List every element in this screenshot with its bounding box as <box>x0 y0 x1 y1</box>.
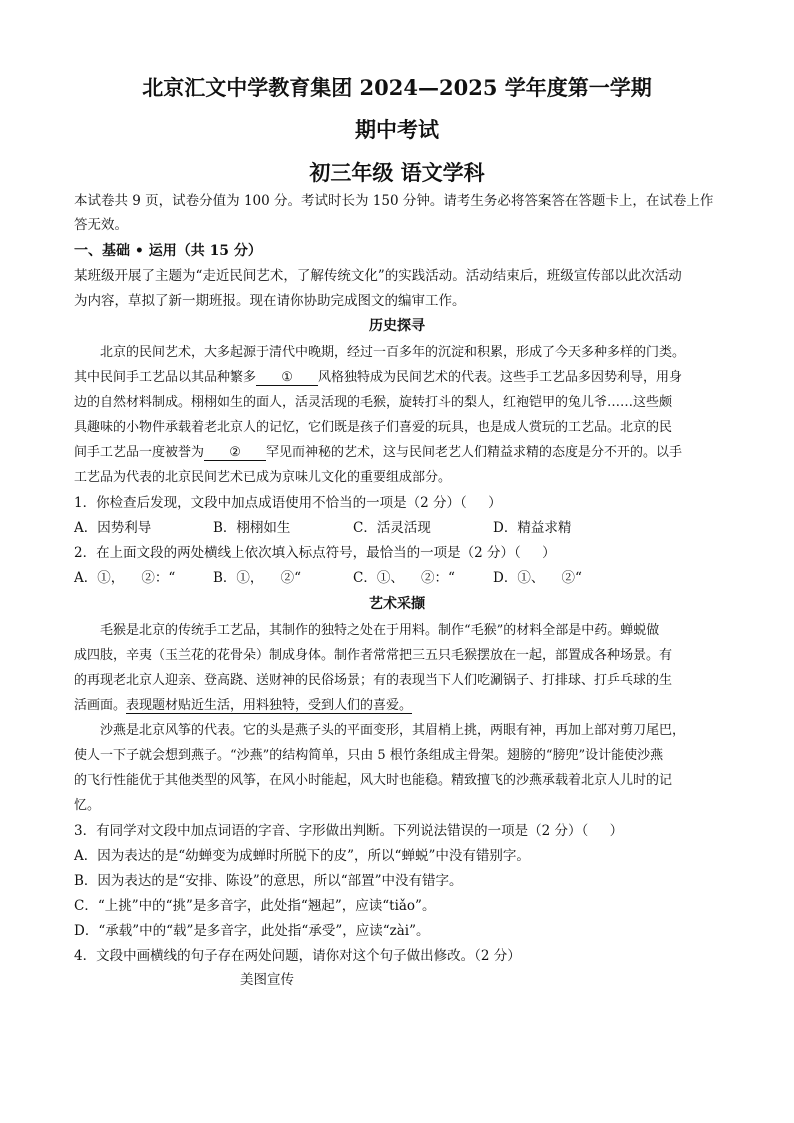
passage-line: 沙燕是北京风筝的代表。它的头是燕子头的平面变形，其眉梢上挑，两眼有神，再加上部对剪刀尾巴， <box>100 723 686 738</box>
instructions-line: 答无效。 <box>74 217 128 233</box>
question-1-option-d: D．精益求精 <box>493 520 572 536</box>
art-title: 艺术采撷 <box>369 596 425 612</box>
passage-text: 风格独特成为民间艺术的代表。这些手工艺品多因势利导，用身 <box>318 370 683 385</box>
question-4-stem: 4．文段中画横线的句子存在两处问题，请你对这个句子做出修改。（2 分） <box>74 948 521 964</box>
exam-grade-subject: 初三年级 语文学科 <box>309 160 485 185</box>
passage-line: 毛猴是北京的传统手工艺品，其制作的独特之处在于用料。制作“毛猴”的材料全部是中药。蝉蜕做 <box>100 623 660 638</box>
question-3-stem: 3．有同学对文段中加点词语的字音、字形做出判断。下列说法错误的一项是（2 分）（ ） <box>74 823 624 839</box>
section-intro: 为内容，草拟了新一期班报。现在请你协助完成图文的编审工作。 <box>74 293 466 309</box>
section-heading: 一、基础 • 运用（共 15 分） <box>74 243 262 259</box>
question-1-option-b: B．栩栩如生 <box>213 520 291 536</box>
passage-line: 具趣味的小物件承载着老北京人的记忆，它们既是孩子们喜爱的玩具，也是成人赏玩的工艺品。北京的民 <box>74 420 673 435</box>
footer-label: 美图宣传 <box>240 972 294 988</box>
passage-line: 的飞行性能优于其他类型的风筝，在风小时能起，风大时也能稳。精致擅飞的沙燕承载着北京人儿时的记 <box>74 773 673 788</box>
passage-line: 成四肢，辛夷（玉兰花的花骨朵）制成身体。制作者常常把三五只毛猴摆放在一起，部置成各种场景。有 <box>74 648 673 663</box>
question-3-option-d: D．“承载”中的“载”是多音字，此处指“承受”，应读“zài”。 <box>74 923 430 939</box>
question-2-option-b: B．①， ②“ <box>213 570 301 586</box>
passage-line: 使人一下子就会想到燕子。“沙燕”的结构简单，只由 5 根竹条组成主骨架。翅膀的“膀兜”设计能使沙燕 <box>74 748 664 763</box>
exam-title: 北京汇文中学教育集团 2024—2025 学年度第一学期 <box>142 75 652 100</box>
blank-2: ② <box>204 446 266 461</box>
question-2-option-a: A．①， ②：“ <box>74 570 176 586</box>
passage-text: 活画面。 <box>74 698 127 713</box>
passage-line: 北京的民间艺术，大多起源于清代中晚期，经过一百多年的沉淀和积累，形成了今天多种多样的门类。 <box>100 345 686 360</box>
question-3-option-a: A．因为表达的是“幼蝉变为成蝉时所脱下的皮”，所以“蝉蜕”中没有错别字。 <box>74 848 530 864</box>
exam-subtitle: 期中考试 <box>355 117 439 142</box>
passage-text: 其中民间手工艺品以其品种繁多 <box>74 370 257 385</box>
question-1-option-a: A．因势利导 <box>74 520 152 536</box>
passage-line <box>74 694 724 713</box>
instructions-line: 本试卷共 9 页，试卷分值为 100 分。考试时长为 150 分钟。请考生务必将答案答在答题卡上，在试卷上作 <box>74 193 714 209</box>
question-2-stem: 2．在上面文段的两处横线上依次填入标点符号，最恰当的一项是（2 分）（ ） <box>74 545 556 561</box>
question-1-stem: 1．你检查后发现，文段中加点成语使用不恰当的一项是（2 分）（ ） <box>74 495 502 511</box>
passage-text: 罕见而神秘的艺术，这与民间老艺人们精益求精的态度是分不开的。以手 <box>266 445 683 460</box>
passage-line: 边的自然材料制成。栩栩如生的面人，活灵活现的毛猴，旋转打斗的梨人，红袍铠甲的兔儿爷……这些颇 <box>74 395 673 410</box>
passage-line: 忆。 <box>74 798 101 813</box>
question-3-option-b: B．因为表达的是“安排、陈设”的意思，所以“部置”中没有错字。 <box>74 873 463 889</box>
history-title: 历史探寻 <box>369 318 425 334</box>
passage-line <box>74 366 724 386</box>
passage-text: 间手工艺品一度被誉为 <box>74 445 205 460</box>
blank-1: ① <box>256 371 318 386</box>
underlined-sentence: 表现题材贴近生活，用料独特，受到人们的喜爱。 <box>126 698 413 713</box>
question-3-option-c: C．“上挑”中的“挑”是多音字，此处指“翘起”，应读“tiǎo”。 <box>74 898 436 914</box>
question-1-option-c: C．活灵活现 <box>353 520 431 536</box>
passage-line <box>74 441 724 461</box>
section-intro: 某班级开展了主题为“走近民间艺术，了解传统文化”的实践活动。活动结束后，班级宣传部以此次活动 <box>74 268 682 284</box>
question-2-option-c: C．①、 ②：“ <box>353 570 455 586</box>
passage-line: 工艺品为代表的北京民间艺术已成为京味儿文化的重要组成部分。 <box>74 470 452 485</box>
question-2-option-d: D．①、 ②“ <box>493 570 582 586</box>
passage-line: 的再现老北京人迎亲、登高跷、送财神的民俗场景；有的表现当下人们吃涮锅子、打排球、打乒乓球的生 <box>74 673 673 688</box>
